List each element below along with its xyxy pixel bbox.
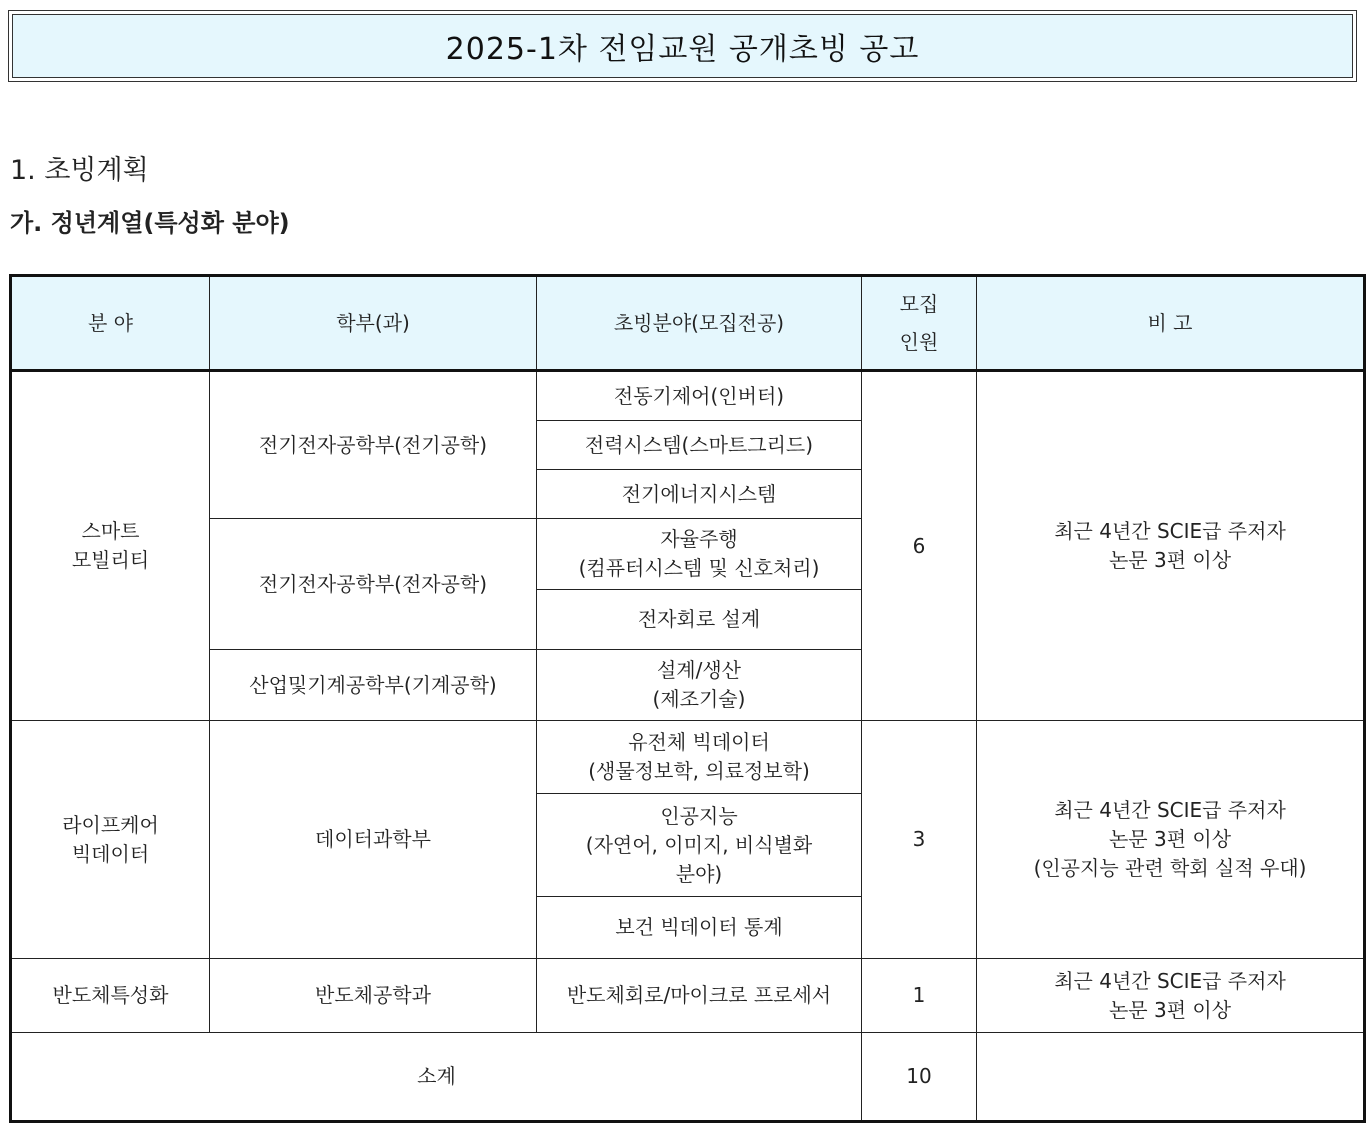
header-field: 분 야 [11, 276, 210, 371]
subtotal-note [977, 1033, 1365, 1122]
page-title: 2025-1차 전임교원 공개초빙 공고 [12, 14, 1353, 78]
specialty-cell: 전력시스템(스마트그리드) [537, 421, 862, 470]
title-box [8, 10, 1357, 82]
subtotal-row [11, 1033, 1365, 1122]
note-cell: 최근 4년간 SCIE급 주저자 논문 3편 이상 (인공지능 관련 학회 실적 우대) [977, 721, 1365, 959]
specialty-cell: 보건 빅데이터 통계 [537, 897, 862, 959]
table-row [11, 721, 1365, 794]
specialty-cell: 전동기제어(인버터) [537, 371, 862, 421]
specialty-cell: 자율주행 (컴퓨터시스템 및 신호처리) [537, 519, 862, 590]
department-cell: 전기전자공학부(전기공학) [210, 371, 537, 519]
table-row [11, 371, 1365, 421]
field-cell: 반도체특성화 [11, 959, 210, 1033]
specialty-cell: 반도체회로/마이크로 프로세서 [537, 959, 862, 1033]
note-cell: 최근 4년간 SCIE급 주저자 논문 3편 이상 [977, 371, 1365, 721]
department-cell: 데이터과학부 [210, 721, 537, 959]
specialty-cell: 인공지능 (자연어, 이미지, 비식별화 분야) [537, 794, 862, 897]
note-cell: 최근 4년간 SCIE급 주저자 논문 3편 이상 [977, 959, 1365, 1033]
specialty-cell: 전자회로 설계 [537, 590, 862, 650]
field-cell: 라이프케어 빅데이터 [11, 721, 210, 959]
positions-cell: 1 [862, 959, 977, 1033]
specialty-cell: 전기에너지시스템 [537, 470, 862, 519]
sub-heading: 가. 정년계열(특성화 분야) [10, 209, 290, 237]
field-cell: 스마트 모빌리티 [11, 371, 210, 721]
header-department: 학부(과) [210, 276, 537, 371]
section-heading: 1. 초빙계획 [10, 155, 149, 186]
positions-cell: 6 [862, 371, 977, 721]
specialty-cell: 유전체 빅데이터 (생물정보학, 의료정보학) [537, 721, 862, 794]
table-row [11, 959, 1365, 1033]
table-header-row [11, 276, 1365, 371]
header-positions: 모집 인원 [862, 276, 977, 371]
recruitment-table [9, 274, 1366, 1123]
header-note: 비 고 [977, 276, 1365, 371]
department-cell: 전기전자공학부(전자공학) [210, 519, 537, 650]
subtotal-positions: 10 [862, 1033, 977, 1122]
department-cell: 반도체공학과 [210, 959, 537, 1033]
positions-cell: 3 [862, 721, 977, 959]
header-specialty: 초빙분야(모집전공) [537, 276, 862, 371]
specialty-cell: 설계/생산 (제조기술) [537, 650, 862, 721]
subtotal-label: 소계 [11, 1033, 862, 1122]
department-cell: 산업및기계공학부(기계공학) [210, 650, 537, 721]
